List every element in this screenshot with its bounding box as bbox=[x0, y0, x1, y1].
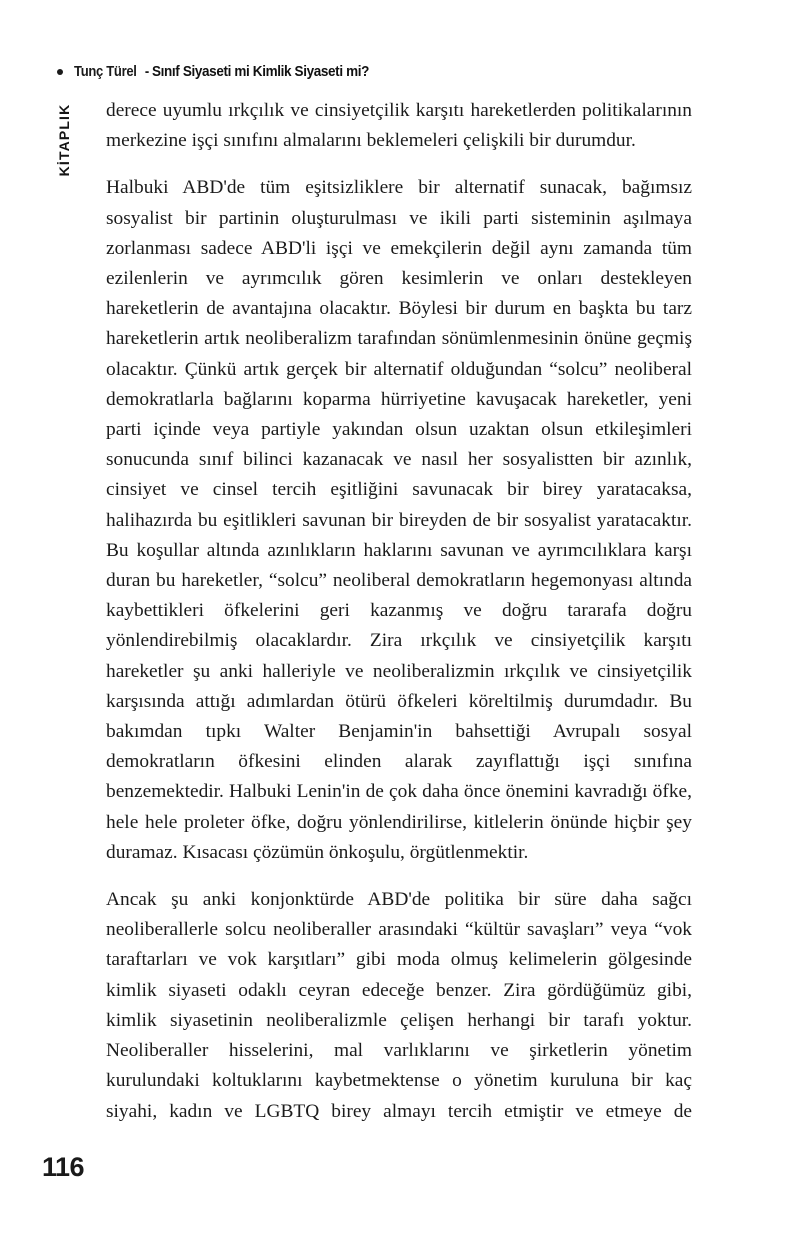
body-paragraph: Ancak şu anki konjonktürde ABD'de politika bir süre daha sağcı neoliberallerle solcu neoliberaller arasındaki “kültür savaşları” veya “vok taraftarları ve vok karşıtları” gibi moda olmuş kelimelerin gölgesinde kimlik siyaseti odaklı ceyran edeceğe benzer. Zira gördüğümüz gibi, kimlik siyasetinin neoliberalizmle çelişen herhangi bir tarafı yoktur. Neoliberaller hisselerini, mal varlıklarını ve şirketlerin yönetim kurulundaki koltuklarını kaybetmektense o yönetim kuruluna bir kaç siyahi, kadın ve LGBTQ birey almayı tercih etmiştir ve etmeye de bbox=[106, 889, 692, 1122]
section-label-text: KİTAPLIK bbox=[56, 103, 72, 177]
body-paragraph: derece uyumlu ırkçılık ve cinsiyetçilik karşıtı hareketlerden politikalarının merkezine işçi sınıfını almalarını beklemeleri çelişkili bir durumdur. bbox=[106, 100, 692, 152]
bullet-dot-icon bbox=[57, 69, 63, 75]
running-head-separator: - bbox=[144, 63, 149, 80]
section-label bbox=[52, 94, 76, 186]
running-head bbox=[57, 63, 394, 80]
page-number: 116 bbox=[42, 1152, 85, 1182]
body-paragraph: Halbuki ABD'de tüm eşitsizliklere bir alternatif sunacak, bağımsız sosyalist bir partinin oluşturulması ve ikili parti sisteminin aşılmaya zorlanması sadece ABD'li işçi ve emekçilerin değil aynı zamanda tüm ezilenlerin ve ayrımcılık gören kesimlerin ve onları destekleyen hareketlerin de avantajına olacaktır. Böylesi bir durum en başkta bu tarz hareketlerin artık neoliberalizm tarafından sönümlenmesinin önüne geçmiş olacaktır. Çünkü artık gerçek bir alternatif olduğundan “solcu” neoliberal demokratlarla bağlarını koparma hürriyetine kavuşacak hareketler, yeni parti içinde veya partiyle yakından olsun uzaktan olsun etkileşimleri sonucunda sınıf bilinci kazanacak ve nasıl her sosyalistten bir azınlık, cinsiyet ve cinsel tercih eşitliğini savunacak bir birey yaratacaksa, halihazırda bu eşitlikleri savunan bir bireyden de bir sosyalist yaratacaktır. Bu koşullar altında azınlıkların haklarını savunan ve ayrımcılıklara karşı duran bu hareketler, “solcu” neoliberal demokratların hegemonyası altında kaybettikleri öfkelerini geri kazanmış ve doğru tararafa doğru yönlendirebilmiş olacaklardır. Zira ırkçılık ve cinsiyetçilik karşıtı hareketler şu anki halleriyle ve neoliberalizmin ırkçılık ve cinsiyetçilik karşısında attığı adımlardan ötürü öfkeleri köreltilmiş durumdadır. Bu bakımdan tıpkı Walter Benjamin'in bahsettiği Avrupalı sosyal demokratların öfkesini elinden alarak zayıflattığı işçi sınıfına benzemektedir. Halbuki Lenin'in de çok daha önce önemini kavradığı öfke, hele hele proleter öfke, doğru yönlendirilirse, kitlelerin önünde hiçbir şey duramaz. Kısacası çözümün önkoşulu, örgütlenmektir. bbox=[106, 177, 692, 863]
running-head-title: Sınıf Siyaseti mi Kimlik Siyaseti mi? bbox=[152, 63, 370, 80]
body-text-column bbox=[106, 96, 692, 1157]
running-head-author: Tunç Türel bbox=[74, 63, 137, 80]
